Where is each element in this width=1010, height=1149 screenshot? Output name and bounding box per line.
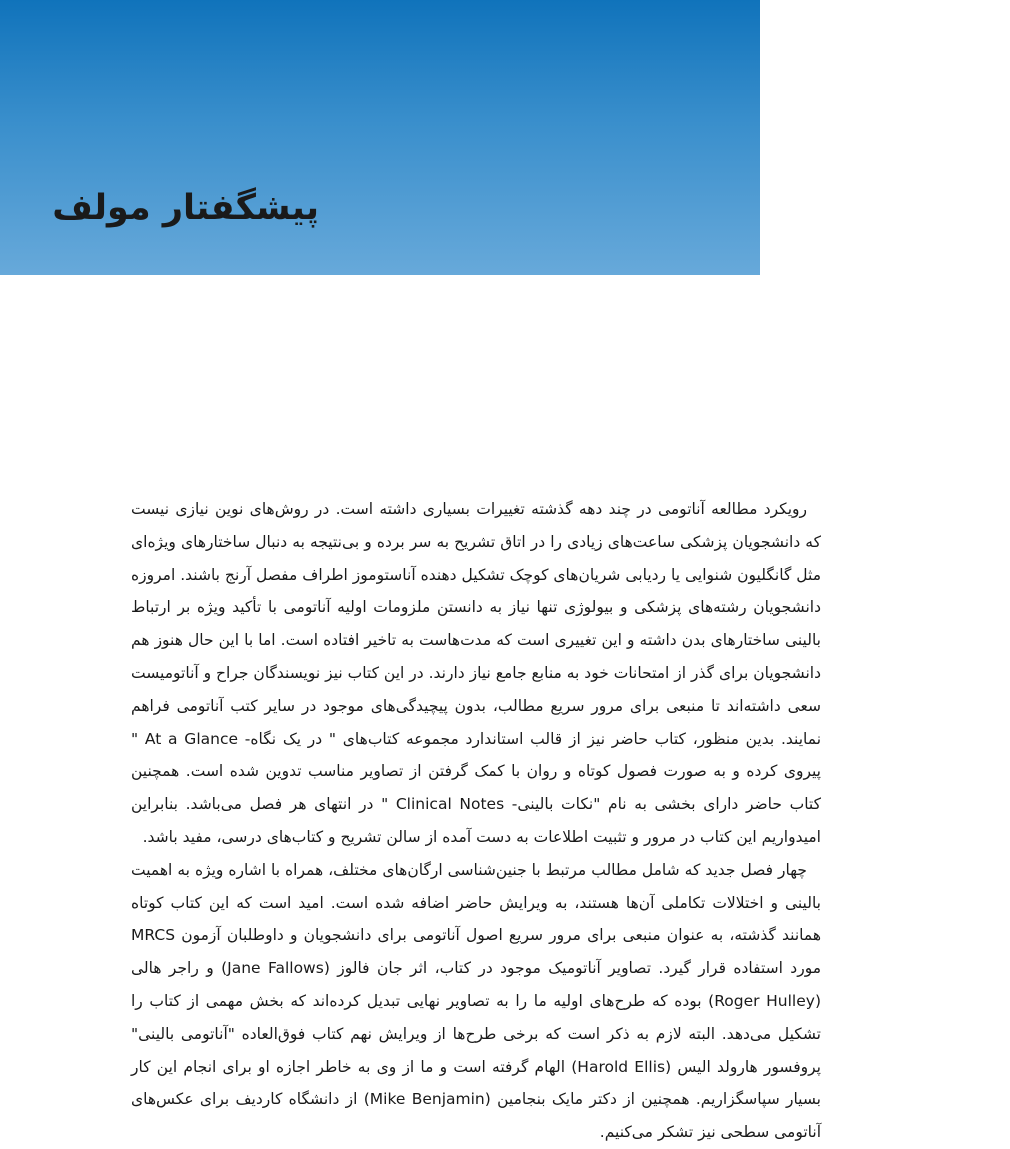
paragraph: رویکرد مطالعه آناتومی در چند دهه گذشته تغییرات بسیاری داشته است. در روش‌های نوین نیازی نیست که دانشجویان پزشکی ساعت‌های زیادی را در اتاق تشریح به سر برده و بی‌نتیجه به دنبال ساختارهای ویژه‌ای مثل گانگلیون شنوایی یا ردیابی شریان‌های کوچک تشکیل دهنده آناستوموز اطراف مفصل آرنج باشند. امروزه دانشجویان رشته‌های پزشکی و بیولوژی تنها نیاز به دانستن ملزومات اولیه آناتومی با تأکید ویژه بر ارتباط بالینی ساختارهای بدن داشته و این تغییری است که مدت‌هاست به تاخیر افتاده است. اما با این حال هنوز هم دانشجویان برای گذر از امتحانات خود به منابع جامع نیاز دارند. در این کتاب نیز نویسندگان جراح و آناتومیست سعی داشته‌اند تا منبعی برای مرور سریع مطالب، بدون پیچیدگی‌های موجود در سایر کتب آناتومی فراهم نمایند. بدین منظور، کتاب حاضر نیز از قالب استاندارد مجموعه کتاب‌های " در یک نگاه- At a Glance " پیروی کرده و به صورت فصول کوتاه و روان با کمک گرفتن از تصاویر مناسب تدوین شده است. همچنین کتاب حاضر دارای بخشی به نام "نکات بالینی- Clinical Notes " در انتهای هر فصل می‌باشد. بنابراین امیدواریم این کتاب در مرور و تثبیت اطلاعات به دست آمده از سالن تشریح و کتاب‌های درسی، مفید باشد. [131,500,822,846]
page-title: پیشگفتار مولف [52,188,319,228]
header-banner [0,0,760,275]
paragraph: چهار فصل جدید که شامل مطالب مرتبط با جنین‌شناسی ارگان‌های مختلف، همراه با اشاره ویژه به اهمیت بالینی و اختلالات تکاملی آن‌ها هستند، به ویرایش حاضر اضافه شده است. امید است که این کتاب کوتاه همانند گذشته، به عنوان منبعی برای مرور سریع اصول آناتومی برای دانشجویان و داوطلبان آزمون MRCS مورد استفاده قرار گیرد. تصاویر آناتومیک موجود در کتاب، اثر جان فالوز (Jane Fallows) و راجر هالی (Roger Hulley) بوده که طرح‌های اولیه ما را به تصاویر نهایی تبدیل کرده‌اند که بخش مهمی از کتاب را تشکیل می‌دهد. البته لازم به ذکر است که برخی طرح‌ها از ویرایش نهم کتاب فوق‌العاده "آناتومی بالینی" پروفسور هارولد الیس (Harold Ellis) الهام گرفته است و ما از وی به خاطر اجازه او برای انجام این کار بسیار سپاسگزاریم. همچنین از دکتر مایک بنجامین (Mike Benjamin) از دانشگاه کاردیف برای عکس‌های آناتومی سطحی نیز تشکر می‌کنیم. [131,860,822,1142]
body-text [131,493,821,1149]
